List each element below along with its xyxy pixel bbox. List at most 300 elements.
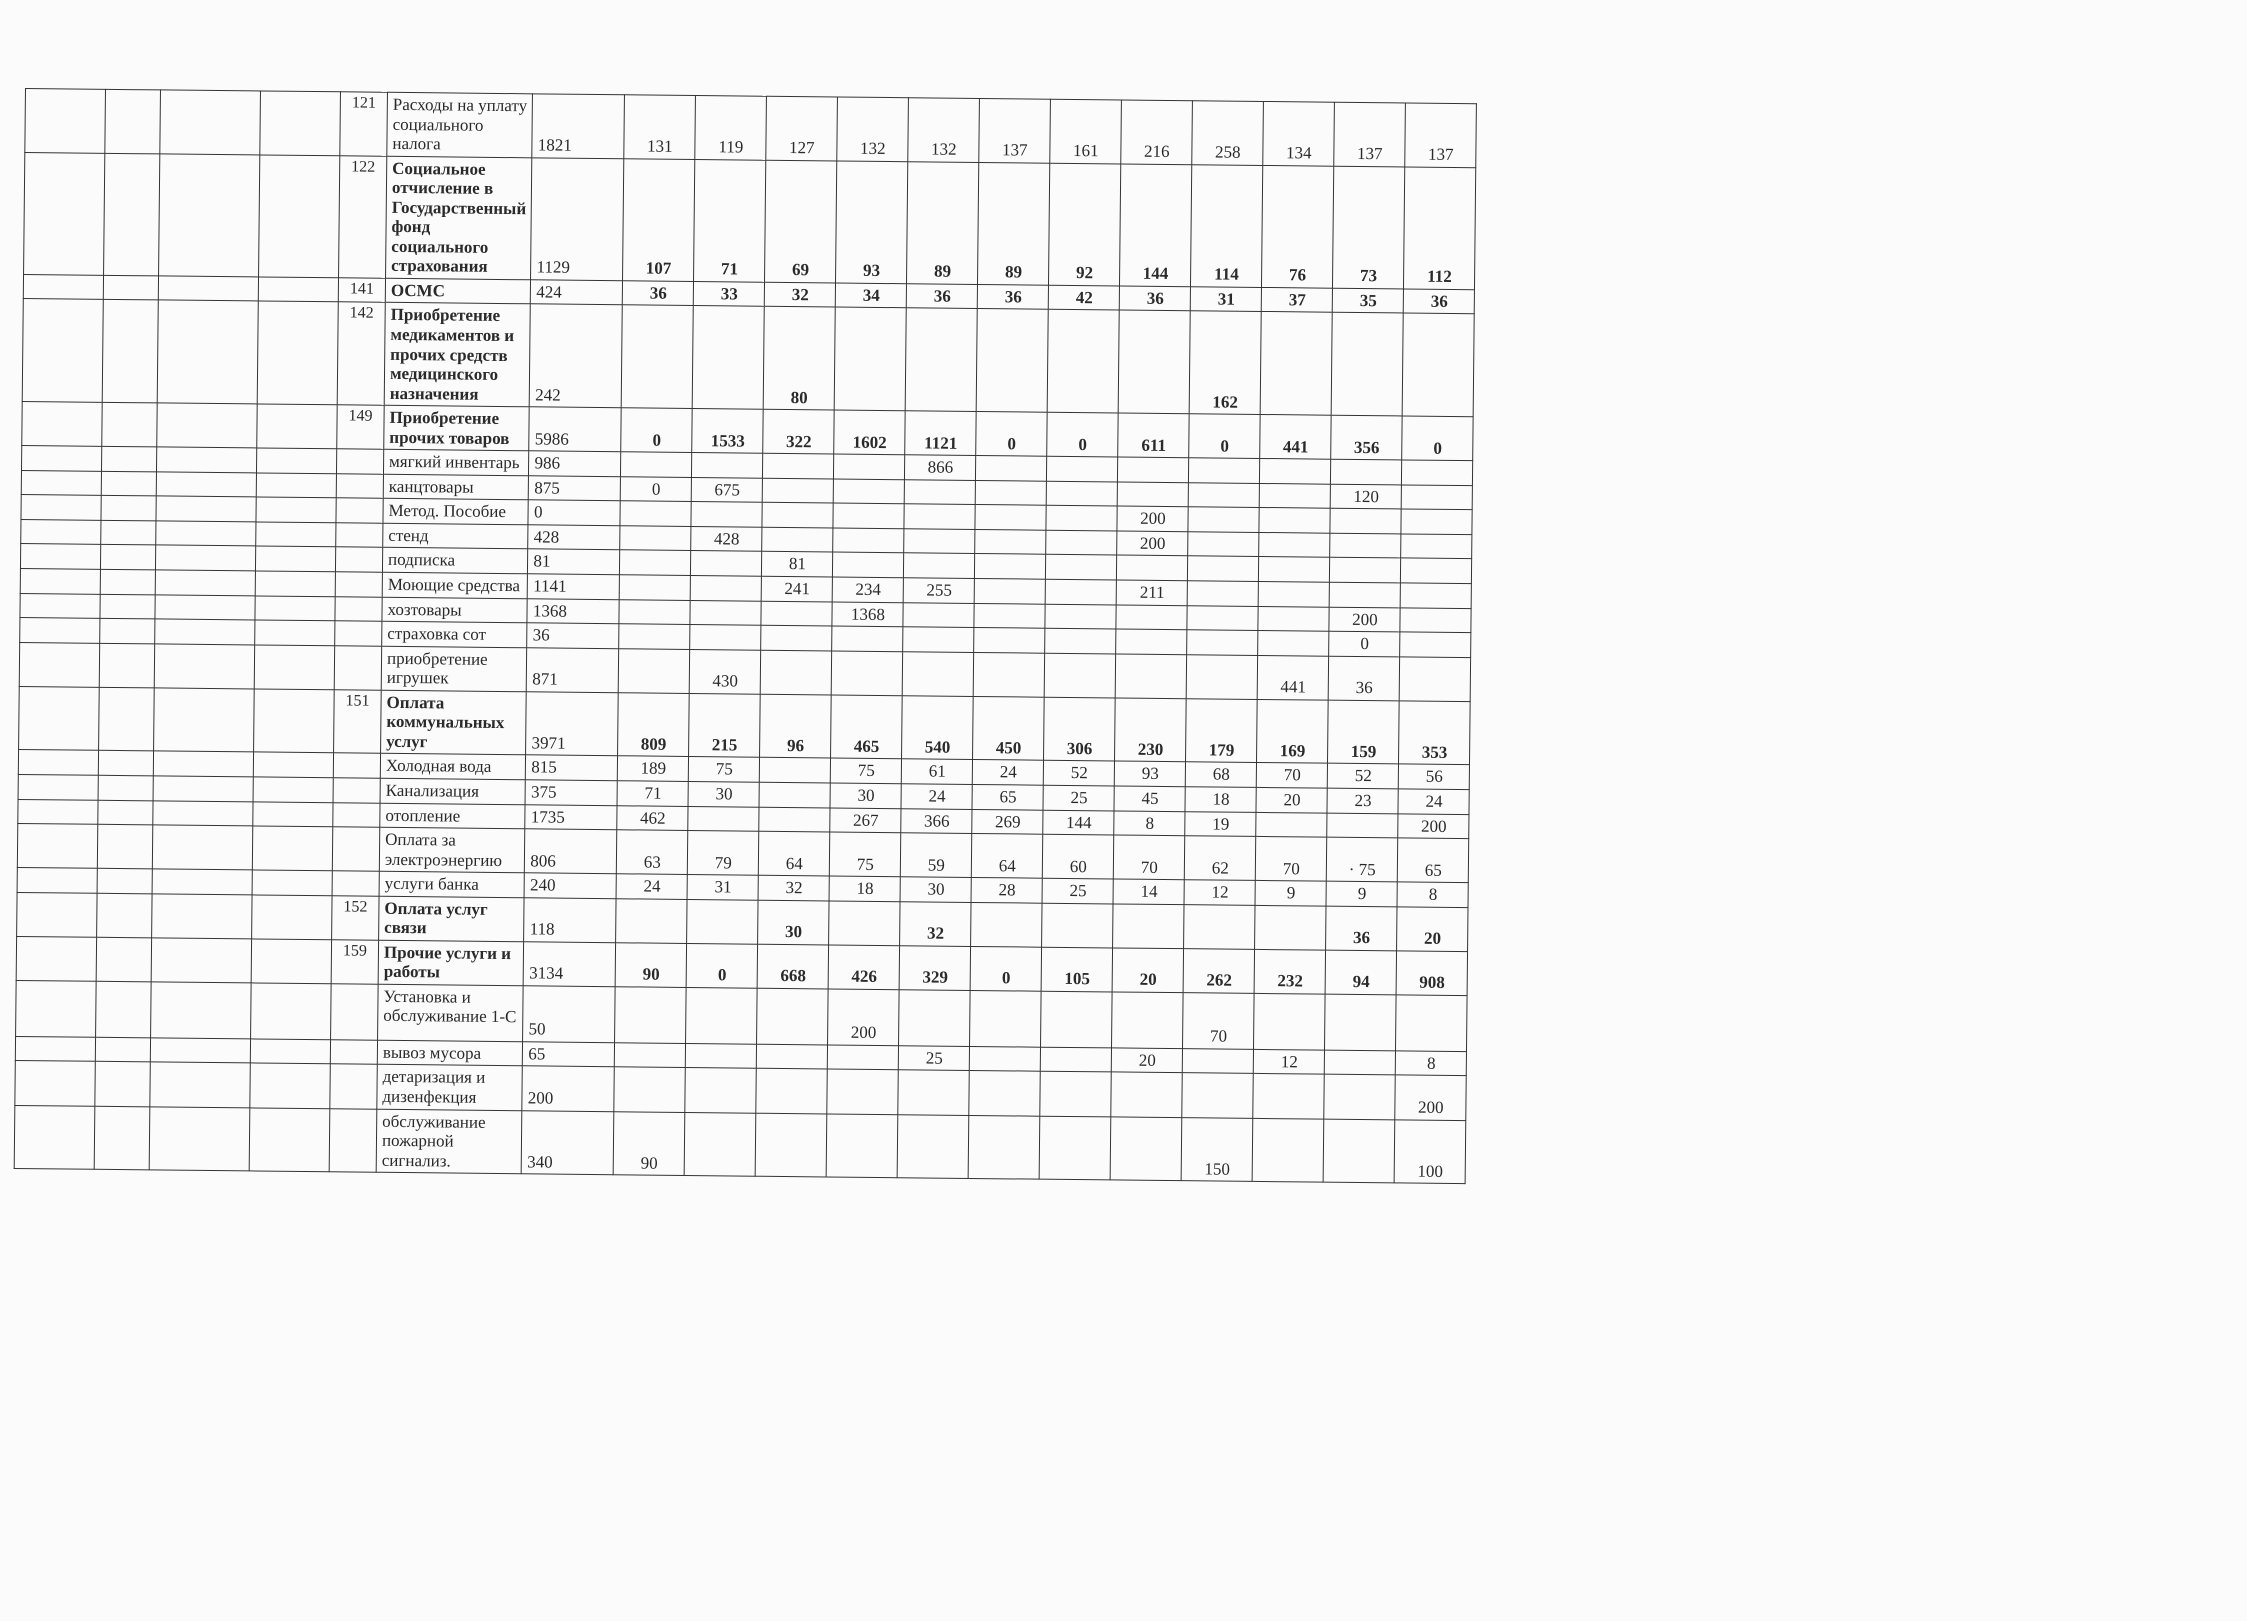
blank-cell [252,870,332,895]
month-value-2 [685,1068,756,1113]
month-value-10 [1255,905,1326,950]
month-value-4: 267 [830,807,901,832]
blank-cell [157,300,258,404]
blank-cell [100,594,155,619]
month-value-11: 23 [1327,788,1398,813]
blank-cell [20,544,100,569]
month-value-4: 34 [836,283,907,308]
row-total: 375 [525,780,617,806]
month-value-12 [1400,632,1471,657]
month-value-10: 70 [1256,836,1327,881]
month-value-7: 52 [1044,761,1115,786]
blank-cell [153,751,253,777]
month-value-9 [1188,532,1259,557]
month-value-12: 100 [1395,1119,1467,1183]
row-name: детаризация и дизенфекция [377,1065,523,1111]
row-code [333,778,380,803]
month-value-12 [1400,608,1471,633]
blank-cell [100,545,155,570]
row-name: страховка сот [382,621,528,647]
row-code [336,449,383,474]
month-value-3 [756,1069,827,1114]
month-value-10: 37 [1262,287,1333,312]
month-value-9 [1188,556,1259,581]
row-name: Метод. Пособие [383,499,529,525]
blank-cell [22,402,102,447]
month-value-9: 150 [1182,1117,1254,1181]
month-value-11: 94 [1325,950,1396,995]
month-value-8: 211 [1117,580,1188,605]
month-value-6 [974,603,1045,628]
blank-cell [22,299,103,403]
month-value-5: 25 [899,1046,970,1071]
month-value-5 [904,504,975,529]
blank-cell [16,936,96,981]
row-name: стенд [383,523,529,549]
month-value-9 [1187,605,1258,630]
row-total: 806 [525,829,617,874]
month-value-3: 64 [759,831,830,876]
month-value-10: 441 [1260,415,1331,460]
row-name: Моющие средства [382,572,528,598]
month-value-11 [1325,1050,1396,1075]
month-value-10 [1260,459,1331,484]
row-code [335,547,382,572]
month-value-1: 189 [618,756,689,781]
blank-cell [99,643,154,688]
month-value-9: 262 [1183,948,1254,993]
month-value-12: 8 [1397,882,1468,907]
month-value-9 [1183,1049,1254,1074]
row-total: 1129 [531,157,624,280]
blank-cell [256,522,336,547]
month-value-8 [1116,654,1187,699]
month-value-8 [1116,629,1187,654]
month-value-9: 18 [1185,787,1256,812]
blank-cell [18,750,98,775]
month-value-8: 93 [1115,761,1186,786]
month-value-12: 200 [1395,1075,1466,1120]
blank-cell [260,91,341,155]
blank-cell [100,569,155,594]
month-value-6 [976,480,1047,505]
month-value-8: 216 [1121,100,1193,164]
row-code [335,572,382,597]
month-value-6: 137 [979,98,1051,162]
month-value-12 [1396,995,1468,1052]
month-value-7: 60 [1043,834,1114,879]
month-value-4 [832,626,903,651]
month-value-8: 200 [1117,531,1188,556]
blank-cell [152,825,252,870]
row-code: 122 [339,155,387,278]
month-value-2 [691,551,762,576]
month-value-1 [619,624,690,649]
month-value-8 [1118,482,1189,507]
month-value-7: 25 [1042,878,1113,903]
blank-cell [151,982,252,1039]
month-value-7 [1046,506,1117,531]
month-value-3: 32 [758,875,829,900]
month-value-7 [1047,481,1118,506]
row-total: 240 [524,873,616,899]
month-value-11 [1330,533,1401,558]
blank-cell [155,570,255,596]
blank-cell [250,1039,330,1064]
row-total: 424 [531,280,623,306]
month-value-10 [1258,631,1329,656]
month-value-12: 0 [1402,416,1473,461]
month-value-1: 0 [621,477,692,502]
month-value-3 [757,1044,828,1069]
month-value-12 [1400,657,1471,702]
month-value-6 [976,456,1047,481]
month-value-2: 1533 [692,409,763,454]
month-value-6 [975,554,1046,579]
blank-cell [17,892,97,937]
blank-cell [255,596,335,621]
month-value-1: 63 [617,830,688,875]
blank-cell [21,446,101,471]
blank-cell [21,519,101,544]
month-value-1 [621,452,692,477]
month-value-12: 908 [1396,951,1467,996]
month-value-2: 215 [689,693,761,757]
blank-cell [160,90,261,155]
blank-cell [157,403,257,448]
month-value-10 [1253,1074,1324,1119]
blank-cell [25,89,106,153]
month-value-12 [1401,534,1472,559]
row-total: 81 [528,549,620,575]
month-value-2: 79 [688,831,759,876]
month-value-6 [969,1115,1041,1179]
month-value-3: 127 [766,96,838,160]
row-total: 1368 [527,598,619,624]
month-value-7: 0 [1047,412,1118,457]
row-name: ОСМС [385,278,531,304]
row-total: 36 [527,623,619,649]
month-value-9 [1182,1073,1253,1118]
month-value-9: 68 [1186,762,1257,787]
month-value-2: 0 [687,943,758,988]
month-value-5: 59 [901,833,972,878]
blank-cell [17,824,97,869]
month-value-3 [761,601,832,626]
month-value-1: 36 [623,281,694,306]
month-value-1 [619,648,690,693]
month-value-3: 81 [762,552,833,577]
month-value-4: 75 [830,832,901,877]
month-value-8 [1116,605,1187,630]
row-total: 875 [529,476,621,502]
month-value-6: 28 [971,878,1042,903]
row-name: Холодная вода [380,754,526,780]
blank-cell [256,497,336,522]
month-value-5 [906,308,978,411]
blank-cell [23,274,103,299]
month-value-4: 93 [836,161,908,284]
month-value-3 [762,503,833,528]
month-value-4 [832,651,903,696]
month-value-6 [974,628,1045,653]
row-total: 50 [523,986,616,1043]
blank-cell [97,868,152,893]
blank-cell [101,520,156,545]
month-value-8: 144 [1120,164,1192,287]
month-value-2: 30 [688,781,759,806]
row-code [330,1040,377,1065]
row-total: 1735 [525,804,617,830]
blank-cell [255,620,335,645]
month-value-4: 132 [837,97,909,161]
blank-cell [95,1037,150,1062]
blank-cell [16,980,97,1037]
month-value-3: 32 [765,282,836,307]
month-value-6 [975,505,1046,530]
blank-cell [153,800,253,826]
row-name: Оплата за электроэнергию [379,827,525,873]
month-value-2: 119 [695,96,767,160]
month-value-4 [829,901,900,946]
month-value-4: 234 [833,577,904,602]
blank-cell [102,300,158,403]
blank-cell [151,938,251,983]
blank-cell [254,645,334,690]
blank-cell [155,594,255,620]
month-value-9: 70 [1183,993,1255,1050]
blank-cell [155,619,255,645]
row-total: 65 [523,1042,615,1068]
month-value-9 [1187,654,1258,699]
month-value-4: 200 [828,989,900,1046]
row-code [333,802,380,827]
month-value-9: 19 [1185,811,1256,836]
row-total: 5986 [529,407,621,452]
blank-cell [156,496,256,522]
month-value-10 [1254,993,1326,1050]
month-value-8: 70 [1114,835,1185,880]
month-value-12 [1401,509,1472,534]
row-code [331,984,379,1040]
month-value-4 [834,454,905,479]
month-value-2 [688,806,759,831]
month-value-3 [761,625,832,650]
month-value-7: 92 [1049,163,1121,286]
month-value-1 [619,599,690,624]
month-value-6 [969,1071,1040,1116]
month-value-5: 24 [901,784,972,809]
row-name: услуги банка [379,871,525,897]
month-value-6 [970,990,1042,1047]
month-value-12: 56 [1399,764,1470,789]
blank-cell [250,1063,330,1108]
month-value-3: 322 [763,409,834,454]
row-code [330,1064,377,1109]
row-code [336,523,383,548]
month-value-5: 255 [904,578,975,603]
month-value-11 [1324,1119,1396,1183]
month-value-8: 20 [1113,948,1184,993]
blank-cell [20,618,100,643]
month-value-5 [903,651,974,696]
month-value-12 [1402,485,1473,510]
blank-cell [150,1038,250,1064]
month-value-2 [690,625,761,650]
month-value-8: 20 [1112,1048,1183,1073]
month-value-11: 36 [1326,906,1397,951]
month-value-1 [620,550,691,575]
month-value-7 [1041,1047,1112,1072]
blank-cell [100,618,155,643]
month-value-11: 35 [1333,288,1404,313]
month-value-2 [686,987,758,1044]
month-value-7 [1046,579,1117,604]
month-value-10: 20 [1256,787,1327,812]
month-value-4 [827,1069,898,1114]
row-name: Оплата услуг связи [379,896,525,942]
month-value-1: 0 [621,408,692,453]
month-value-8 [1112,992,1184,1049]
month-value-7: 42 [1049,285,1120,310]
table-body [14,89,1477,1184]
month-value-9: 179 [1186,698,1258,762]
month-value-1: 71 [617,781,688,806]
month-value-10 [1259,557,1330,582]
month-value-9: 0 [1189,414,1260,459]
month-value-12: 137 [1405,103,1477,167]
month-value-9 [1189,458,1260,483]
month-value-10: 9 [1255,881,1326,906]
month-value-7 [1041,991,1113,1048]
month-value-8: 8 [1114,810,1185,835]
row-name: мягкий инвентарь [383,450,529,476]
month-value-5: 329 [900,945,971,990]
row-total: 118 [524,897,616,942]
blank-cell [19,642,99,687]
month-value-11 [1324,1075,1395,1120]
month-value-9: 258 [1192,101,1264,165]
row-name: приобретение игрушек [381,646,527,692]
blank-cell [152,894,252,939]
month-value-8: 45 [1114,786,1185,811]
month-value-5: 540 [902,695,974,759]
month-value-12: 36 [1404,289,1475,314]
month-value-2 [690,600,761,625]
month-value-6: 36 [978,284,1049,309]
month-value-1: 809 [618,693,690,757]
month-value-10: 12 [1254,1049,1325,1074]
month-value-11 [1330,509,1401,534]
month-value-5: 32 [900,901,971,946]
blank-cell [99,687,155,751]
month-value-1 [616,898,687,943]
row-code [329,1108,377,1172]
month-value-1: 24 [616,874,687,899]
month-value-11: 73 [1333,166,1405,289]
month-value-9 [1187,630,1258,655]
month-value-9: 62 [1185,836,1256,881]
row-name: Приобретение медикаментов и прочих средств медицинского назначения [384,303,530,407]
month-value-7 [1045,653,1116,698]
row-total: 1141 [528,574,620,600]
row-name: Расходы на уплату социального налога [387,92,533,157]
month-value-4 [834,479,905,504]
row-code: 149 [337,405,384,450]
month-value-8 [1119,310,1191,413]
month-value-5 [903,627,974,652]
row-name: Оплата коммунальных услуг [381,690,527,755]
month-value-11: 200 [1329,607,1400,632]
budget-sheet [14,88,1478,1184]
month-value-6: 0 [971,946,1042,991]
month-value-8 [1113,904,1184,949]
blank-cell [18,774,98,799]
row-name: обслуживание пожарной сигнализ. [376,1109,522,1174]
month-value-6: 89 [978,162,1050,285]
blank-cell [95,1062,150,1107]
row-total: 3134 [524,942,616,987]
blank-cell [152,869,252,895]
month-value-11 [1325,994,1397,1051]
month-value-7 [1045,604,1116,629]
blank-cell [259,155,340,278]
row-total: 340 [522,1110,615,1175]
blank-cell [258,277,338,302]
month-value-3: 96 [760,694,832,758]
month-value-10: 169 [1257,699,1329,763]
month-value-5 [899,990,971,1047]
month-value-6: 269 [972,809,1043,834]
month-value-5: 1121 [905,411,976,456]
row-code [334,645,381,690]
blank-cell [252,895,332,940]
month-value-4 [833,552,904,577]
month-value-9: 31 [1191,287,1262,312]
month-value-12 [1402,460,1473,485]
row-code [335,596,382,621]
blank-cell [15,1036,95,1061]
row-name: Приобретение прочих товаров [384,405,530,451]
blank-cell [103,275,158,300]
month-value-11: 9 [1326,881,1397,906]
month-value-5: 132 [908,98,980,162]
month-value-12: 200 [1398,813,1469,838]
blank-cell [154,688,255,753]
month-value-12 [1401,583,1472,608]
month-value-8: 36 [1120,286,1191,311]
month-value-11 [1330,582,1401,607]
month-value-3: 241 [762,576,833,601]
month-value-12: 353 [1399,701,1471,765]
row-code: 152 [332,895,379,940]
row-name: подписка [382,548,528,574]
month-value-6 [975,529,1046,554]
row-total: 200 [522,1066,614,1111]
blank-cell [251,939,331,984]
month-value-1: 131 [624,95,696,159]
blank-cell [149,1106,250,1171]
month-value-3 [759,807,830,832]
month-value-3 [763,478,834,503]
month-value-5: 36 [907,284,978,309]
month-value-3 [763,454,834,479]
blank-cell [21,495,101,520]
month-value-9 [1189,483,1260,508]
row-code: 141 [338,278,385,303]
month-value-4: 75 [831,758,902,783]
blank-cell [155,545,255,571]
